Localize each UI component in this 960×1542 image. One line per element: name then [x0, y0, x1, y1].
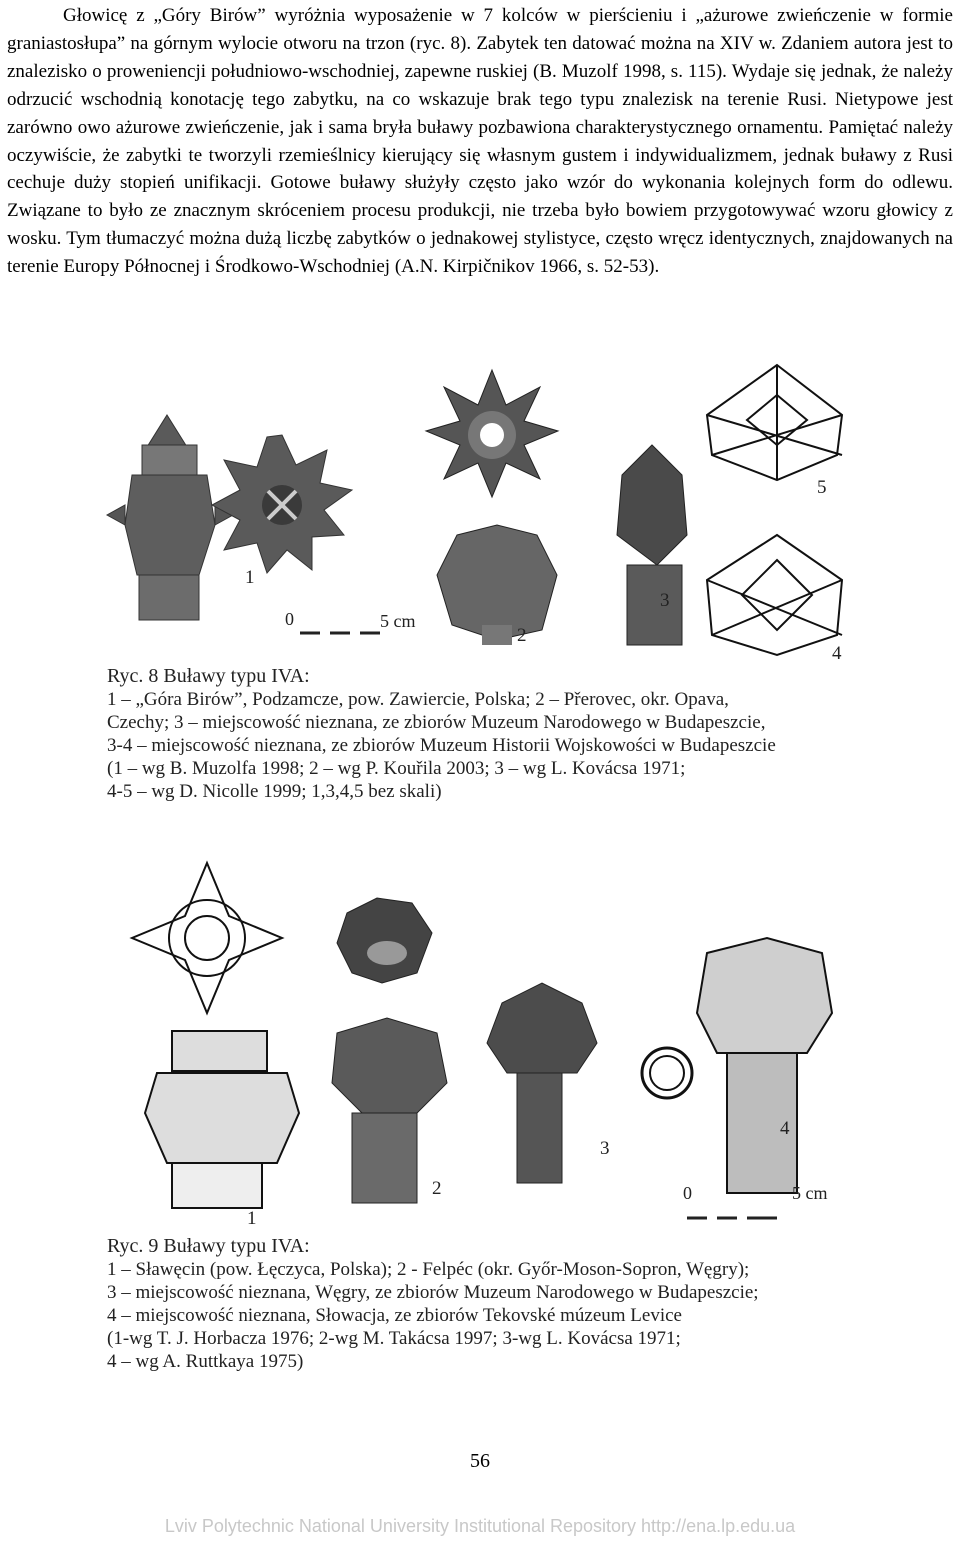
caption-line: 3-4 – miejscowość nieznana, ze zbiorów Muzeum Historii Wojskowości w Budapeszcie	[107, 735, 776, 756]
mace-1-drawing-top	[132, 863, 282, 1013]
fig8-label-4: 4	[832, 643, 842, 664]
figure-8-caption	[107, 665, 776, 803]
mace-1-photo	[107, 415, 233, 620]
repository-footer: Lviv Polytechnic National University Institutional Repository http://ena.lp.edu.ua	[164, 1516, 796, 1536]
caption-line: 4 – wg A. Ruttkaya 1975)	[107, 1351, 304, 1372]
fig9-label-1: 1	[247, 1208, 257, 1229]
figure-8	[87, 335, 873, 828]
mace-2-photo	[332, 898, 447, 1203]
fig8-label-2: 2	[517, 625, 527, 646]
caption-line: 4-5 – wg D. Nicolle 1999; 1,3,4,5 bez skali)	[107, 781, 442, 802]
mace-1-top-view	[212, 435, 352, 573]
figure-9-illustrations	[87, 843, 873, 1233]
fig9-scale-end: 5 cm	[792, 1183, 828, 1203]
body-text	[7, 2, 953, 281]
fig8-label-5: 5	[817, 477, 827, 498]
mace-2-photo	[437, 525, 557, 645]
body-paragraph: Głowicę z „Góry Birów” wyróżnia wyposażenie w 7 kolców w pierścieniu i „ażurowe zwieńczenie w formie graniastosłupa” na górnym wylocie otworu na trzon (ryc. 8). Zabytek ten datować można na XIV w. Zdaniem autora jest to znalezisko o proweniencji południowo-wschodniej, zapewne ruskiej (B. Muzolf 1998, s. 115). Wydaje się jednak, że należy odrzucić wschodnią konotację tego zabytku, na co wskazuje brak tego typu znalezisk na terenie Rusi. Nietypowe jest zarówno owo ażurowe zwieńczenie, jak i sama bryła buławy pozbawiona charakterystycznego ornamentu. Pamiętać należy oczywiście, że zabytki te tworzyli rzemieślnicy kierujący się własnym gustem i indywidualizmem, jednak buławy z Rusi cechuje duży stopień unifikacji. Gotowe buławy służyły często jako wzór do wykonania kolejnych form do odlewu. Związane to było ze znacznym skróceniem procesu produkcji, nie trzeba było bowiem przygotowywać wzoru głowicy z wosku. Tym tłumaczyć można dużą liczbę zabytków o jednakowej stylistyce, często wręcz identycznych, znajdowanych na terenie Europy Północnej i Środkowo-Wschodniej (A.N. Kirpičnikov 1966, s. 52-53).	[7, 5, 953, 278]
figure-9-caption	[107, 1235, 759, 1373]
mace-1-drawing-side	[145, 1031, 299, 1208]
figure-8-illustrations	[87, 335, 873, 675]
page-number: 56	[470, 1450, 490, 1472]
fig9-label-2: 2	[432, 1178, 442, 1199]
fig8-scale-end: 5 cm	[380, 611, 416, 631]
fig9-label-3: 3	[600, 1138, 610, 1159]
caption-line: (1 – wg B. Muzolfa 1998; 2 – wg P. Kouřila 2003; 3 – wg L. Kovácsa 1971;	[107, 758, 686, 779]
mace-4-drawing	[642, 938, 832, 1193]
fig9-scale-zero: 0	[683, 1183, 692, 1203]
mace-3-side-view	[617, 445, 687, 645]
caption-line: (1-wg T. J. Horbacza 1976; 2-wg M. Takácsa 1997; 3-wg L. Kovácsa 1971;	[107, 1328, 681, 1349]
fig8-scale-zero: 0	[285, 609, 294, 629]
figure-9-caption-title: Ryc. 9 Buławy typu IVA:	[107, 1235, 310, 1257]
caption-line: 1 – Sławęcin (pow. Łęczyca, Polska); 2 - Felpéc (okr. Győr-Moson-Sopron, Węgry);	[107, 1259, 750, 1280]
fig8-label-1: 1	[245, 567, 255, 588]
mace-3-top-view	[426, 370, 558, 497]
caption-line: 1 – „Góra Birów”, Podzamcze, pow. Zawiercie, Polska; 2 – Přerovec, okr. Opava,	[107, 689, 729, 710]
caption-line: Czechy; 3 – miejscowość nieznana, ze zbiorów Muzeum Narodowego w Budapeszcie,	[107, 712, 766, 733]
fig9-label-4: 4	[780, 1118, 790, 1139]
mace-4-drawing	[707, 535, 842, 655]
fig8-label-3: 3	[660, 590, 670, 611]
mace-3-photo	[487, 983, 597, 1183]
caption-line: 4 – miejscowość nieznana, Słowacja, ze zbiorów Tekovské múzeum Levice	[107, 1305, 682, 1326]
figure-9	[87, 843, 873, 1381]
caption-line: 3 – miejscowość nieznana, Węgry, ze zbiorów Muzeum Narodowego w Budapeszcie;	[107, 1282, 759, 1303]
mace-5-drawing	[707, 365, 842, 480]
figure-8-caption-title: Ryc. 8 Buławy typu IVA:	[107, 665, 310, 687]
